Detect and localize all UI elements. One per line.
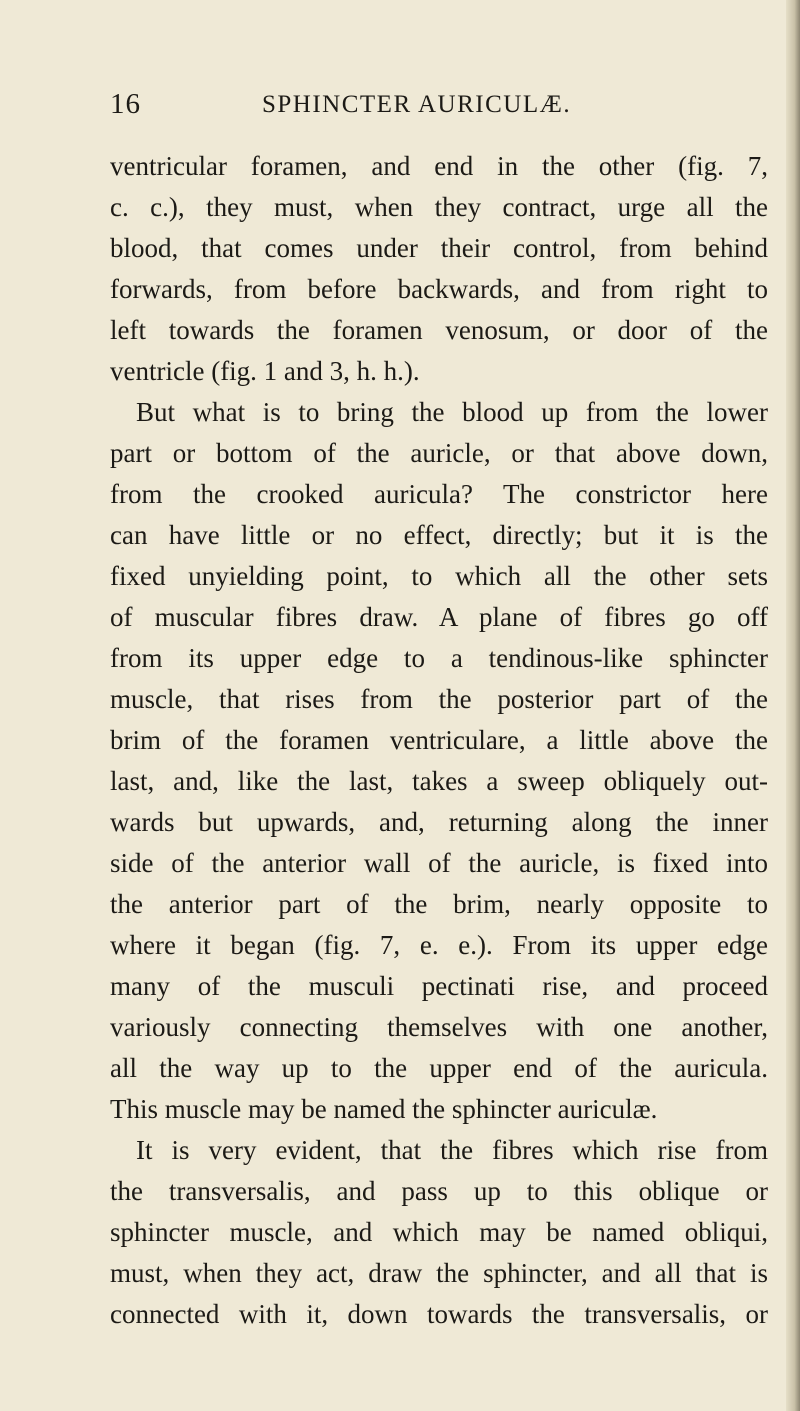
text-line: blood, that comes under their control, from behind [110, 233, 768, 263]
text-line: the anterior part of the brim, nearly opposite to [110, 889, 768, 919]
text-line: brim of the foramen ventriculare, a little above the [110, 725, 768, 755]
text-line: c. c.), they must, when they contract, urge all the [110, 192, 768, 222]
text-line: This muscle may be named the sphincter auriculæ. [110, 1094, 658, 1124]
text-line: can have little or no effect, directly; but it is the [110, 520, 768, 550]
text-line: must, when they act, draw the sphincter, and all that is [110, 1258, 768, 1288]
text-line: last, and, like the last, takes a sweep obliquely out- [110, 766, 768, 796]
page-header [110, 88, 750, 124]
text-line: forwards, from before backwards, and from right to [110, 274, 768, 304]
text-line: from the crooked auricula? The constrictor here [110, 479, 768, 509]
text-line: ventricular foramen, and end in the other (fig. 7, [110, 151, 768, 181]
text-line: side of the anterior wall of the auricle, is fixed into [110, 848, 768, 878]
text-line: part or bottom of the auricle, or that above down, [110, 438, 768, 468]
text-line: fixed unyielding point, to which all the other sets [110, 561, 768, 591]
text-line: all the way up to the upper end of the auricula. [110, 1053, 768, 1083]
text-line: left towards the foramen venosum, or door of the [110, 315, 768, 345]
page-edge [786, 0, 800, 1411]
running-head: SPHINCTER AURICULÆ. [262, 91, 572, 118]
text-line: muscle, that rises from the posterior part of the [110, 684, 768, 714]
text-line: of muscular fibres draw. A plane of fibres go off [110, 602, 768, 632]
text-line: where it began (fig. 7, e. e.). From its upper edge [110, 930, 768, 960]
text-line: It is very evident, that the fibres which rise from [136, 1135, 768, 1165]
text-line: the transversalis, and pass up to this oblique or [110, 1176, 768, 1206]
text-line: from its upper edge to a tendinous-like sphincter [110, 643, 768, 673]
body-text [110, 146, 768, 1335]
text-line: ventricle (fig. 1 and 3, h. h.). [110, 356, 420, 386]
page-number: 16 [110, 88, 141, 120]
text-line: connected with it, down towards the transversalis, or [110, 1299, 768, 1329]
text-line: But what is to bring the blood up from the lower [136, 397, 768, 427]
text-line: variously connecting themselves with one another, [110, 1012, 768, 1042]
text-line: wards but upwards, and, returning along the inner [110, 807, 768, 837]
text-line: sphincter muscle, and which may be named obliqui, [110, 1217, 768, 1247]
text-line: many of the musculi pectinati rise, and proceed [110, 971, 768, 1001]
